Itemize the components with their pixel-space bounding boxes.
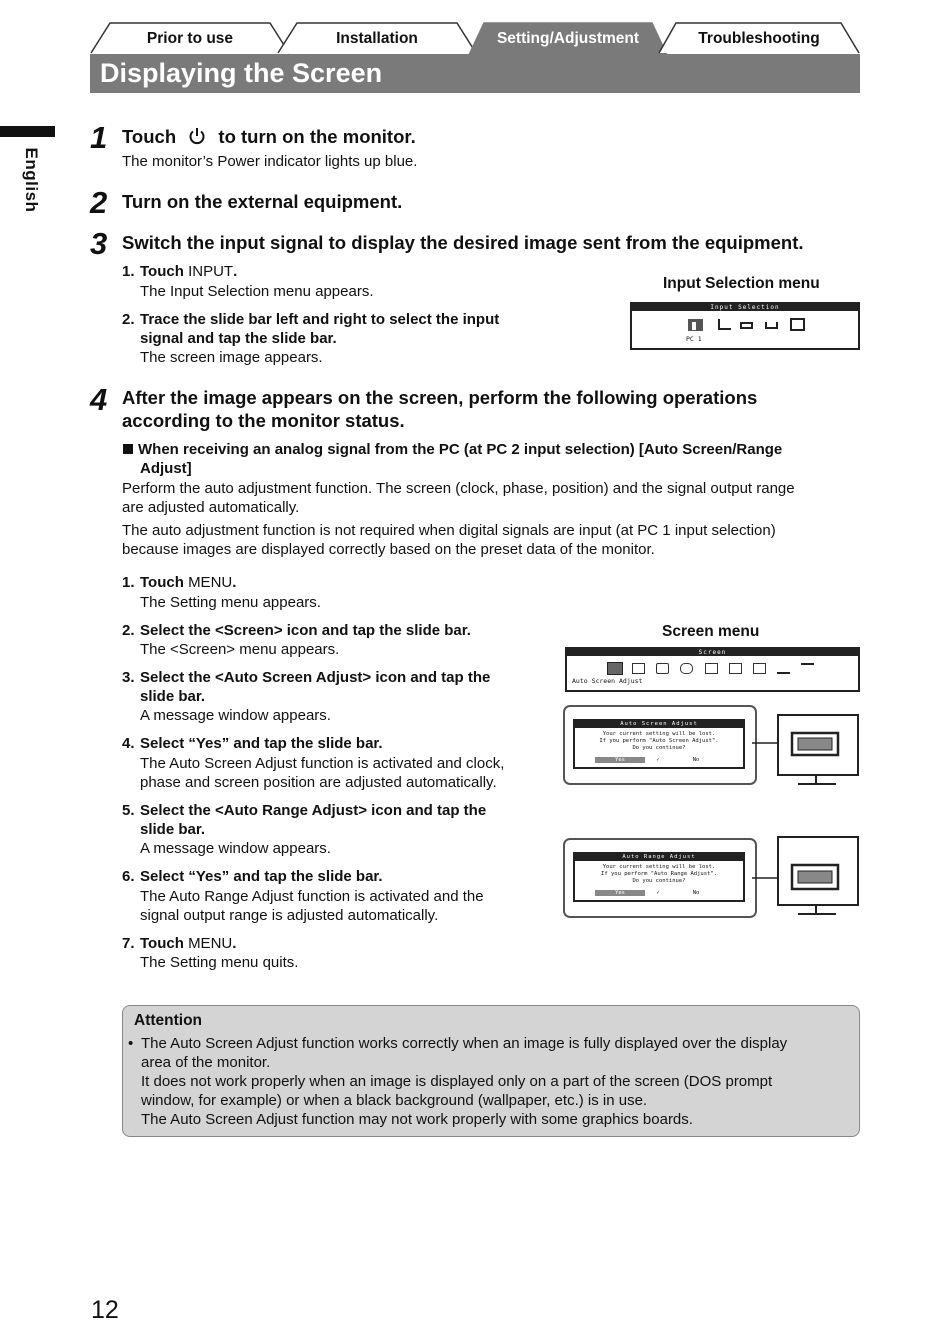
pc2-icon (718, 319, 731, 330)
step-3-title: Switch the input signal to display the desired image sent from the equipment. (122, 232, 804, 253)
attention-title: Attention (134, 1012, 203, 1029)
attention-line: window, for example) or when a black background (wallpaper, etc.) is in use. (141, 1092, 648, 1109)
step-number: 3 (90, 226, 108, 261)
position-icon (705, 663, 718, 674)
message-line: Your current setting will be lost. (602, 864, 716, 870)
substep-number: 2. (122, 311, 135, 328)
auto-screen-message-window (573, 719, 745, 769)
tab-installation[interactable] (277, 22, 477, 54)
substep-desc: A message window appears. (140, 840, 331, 857)
step-1-title (122, 125, 416, 148)
attention-line: area of the monitor. (141, 1054, 271, 1071)
auto-range-message-window (573, 852, 745, 902)
language-label: English (22, 147, 41, 213)
yes-option[interactable]: Yes (595, 890, 645, 896)
paragraph: because images are displayed correctly based on the preset data of the monitor. (122, 541, 655, 558)
input-selection-menu (630, 302, 860, 350)
substep-title: Select the <Screen> icon and tap the slide bar. (140, 622, 471, 639)
message-line: If you perform "Auto Screen Adjust". (599, 738, 719, 744)
substep-number: 6. (122, 868, 135, 885)
message-line: Do you continue? (632, 745, 686, 751)
tab-setting-adjustment[interactable] (468, 22, 668, 54)
step-number: 4 (90, 382, 108, 417)
substep-number: 1. (122, 574, 135, 591)
language-marker (0, 126, 55, 137)
substep-desc: The Auto Screen Adjust function is activated and clock, (140, 755, 505, 772)
step-number: 1 (90, 120, 108, 155)
input-key-label: INPUT (188, 263, 234, 280)
substep-bold: Touch (140, 574, 184, 591)
substep-title: slide bar. (140, 688, 206, 705)
hdmi-icon (765, 322, 778, 329)
substep-number: 7. (122, 935, 135, 952)
substep-title: Trace the slide bar left and right to select the input (140, 311, 500, 328)
substep-number: 4. (122, 735, 135, 752)
tab-label: Prior to use (146, 30, 234, 47)
clock-icon (656, 663, 669, 674)
substep-dot: . (232, 935, 237, 952)
substep-title: Select the <Auto Screen Adjust> icon and tap the (140, 669, 491, 686)
selected-input-label: PC 1 (686, 335, 702, 343)
condition-heading: When receiving an analog signal from the PC (at PC 2 input selection) [Auto Screen/Range (138, 441, 783, 458)
auto-range-message-frame (563, 838, 757, 918)
substep-title: signal and tap the slide bar. (140, 330, 337, 347)
tab-label: Setting/Adjustment (496, 30, 640, 47)
auto-screen-adjust-icon (607, 662, 623, 675)
resolution-icon (729, 663, 742, 674)
substep-title (140, 262, 237, 281)
paragraph: are adjusted automatically. (122, 499, 300, 516)
attention-line: The Auto Screen Adjust function works correctly when an image is fully displayed over the display (141, 1035, 788, 1052)
step-2-title: Turn on the external equipment. (122, 191, 403, 212)
substep-desc: The Input Selection menu appears. (140, 283, 374, 300)
message-line: If you perform "Auto Range Adjust". (601, 871, 717, 877)
bullet-icon: • (128, 1035, 134, 1052)
input-menu-caption: Input Selection menu (663, 275, 820, 292)
monitor-illustration-1 (752, 712, 862, 790)
dvi-icon (740, 322, 753, 329)
message-line: Do you continue? (632, 878, 686, 884)
yes-option[interactable]: Yes (595, 757, 645, 763)
menu-key-label: MENU (188, 574, 233, 591)
power-icon (187, 126, 207, 146)
menu-header: Input Selection (632, 304, 858, 311)
condition-heading: Adjust] (140, 460, 192, 477)
page-title: Displaying the Screen (100, 58, 383, 88)
auto-range-adjust-icon (632, 663, 645, 674)
check-mark-icon: ✓ (656, 757, 660, 763)
title-bar (90, 54, 860, 93)
substep-desc: The Auto Range Adjust function is activated and the (140, 888, 484, 905)
tab-label: Troubleshooting (698, 30, 820, 47)
substep-bold: Touch (140, 935, 184, 952)
screen-menu (565, 647, 860, 692)
substep-number: 2. (122, 622, 135, 639)
step-1-title-pre: Touch (122, 126, 177, 147)
substep-desc: The Setting menu quits. (140, 954, 299, 971)
menu-header: Screen (567, 649, 858, 656)
substep-title: slide bar. (140, 821, 206, 838)
substep-desc: The screen image appears. (140, 349, 323, 366)
paragraph: The auto adjustment function is not required when digital signals are input (at PC 1 input selection) (122, 522, 776, 539)
page-number: 12 (91, 1296, 119, 1324)
step-number: 2 (90, 185, 108, 220)
check-mark-icon: ✓ (656, 890, 660, 896)
substep-title (140, 573, 236, 592)
message-header: Auto Range Adjust (575, 854, 743, 861)
selected-item-label: Auto Screen Adjust (572, 677, 643, 685)
paragraph: Perform the auto adjustment function. The screen (clock, phase, position) and the signal output range (122, 480, 795, 497)
attention-line: The Auto Screen Adjust function may not work properly with some graphics boards. (141, 1111, 693, 1128)
substep-number: 3. (122, 669, 135, 686)
step-1-title-post: to turn on the monitor. (218, 126, 416, 147)
monitor-illustration-2 (752, 834, 862, 920)
substep-title: Select “Yes” and tap the slide bar. (140, 735, 383, 752)
substep-desc: The <Screen> menu appears. (140, 641, 340, 658)
message-line: Your current setting will be lost. (602, 731, 716, 737)
no-option[interactable]: No (692, 890, 700, 896)
substep-bold: Touch (140, 263, 184, 280)
menu-key-label: MENU (188, 935, 233, 952)
substep-desc: A message window appears. (140, 707, 331, 724)
return-icon (801, 663, 814, 674)
substep-title: Select the <Auto Range Adjust> icon and tap the (140, 802, 487, 819)
step-4-title: After the image appears on the screen, perform the following operations (122, 387, 758, 408)
substep-title (140, 934, 236, 953)
substep-desc: phase and screen position are adjusted automatically. (140, 774, 497, 791)
step-4-title: according to the monitor status. (122, 410, 405, 431)
pc1-icon-detail (692, 322, 696, 330)
phase-icon (680, 663, 693, 674)
substep-title: Select “Yes” and tap the slide bar. (140, 868, 383, 885)
substep-number: 1. (122, 263, 135, 280)
tab-label: Installation (336, 30, 418, 47)
substep-desc: signal output range is adjusted automatically. (140, 907, 439, 924)
square-bullet-icon (123, 444, 133, 454)
tab-troubleshooting[interactable] (658, 22, 860, 54)
screen-menu-caption: Screen menu (662, 623, 760, 640)
smoothing-icon (777, 663, 790, 674)
attention-box (122, 1005, 860, 1137)
message-header: Auto Screen Adjust (575, 721, 743, 728)
tab-prior-to-use[interactable] (90, 22, 290, 54)
attention-line: It does not work properly when an image is displayed only on a part of the screen (DOS prompt (141, 1073, 773, 1090)
substep-number: 5. (122, 802, 135, 819)
substep-desc: The Setting menu appears. (140, 594, 321, 611)
no-option[interactable]: No (692, 757, 700, 763)
screen-size-icon (753, 663, 766, 674)
step-1-desc: The monitor’s Power indicator lights up blue. (122, 153, 418, 170)
substep-dot: . (232, 574, 237, 591)
substep-dot: . (233, 263, 238, 280)
auto-screen-message-frame (563, 705, 757, 785)
auto-icon (790, 318, 805, 331)
